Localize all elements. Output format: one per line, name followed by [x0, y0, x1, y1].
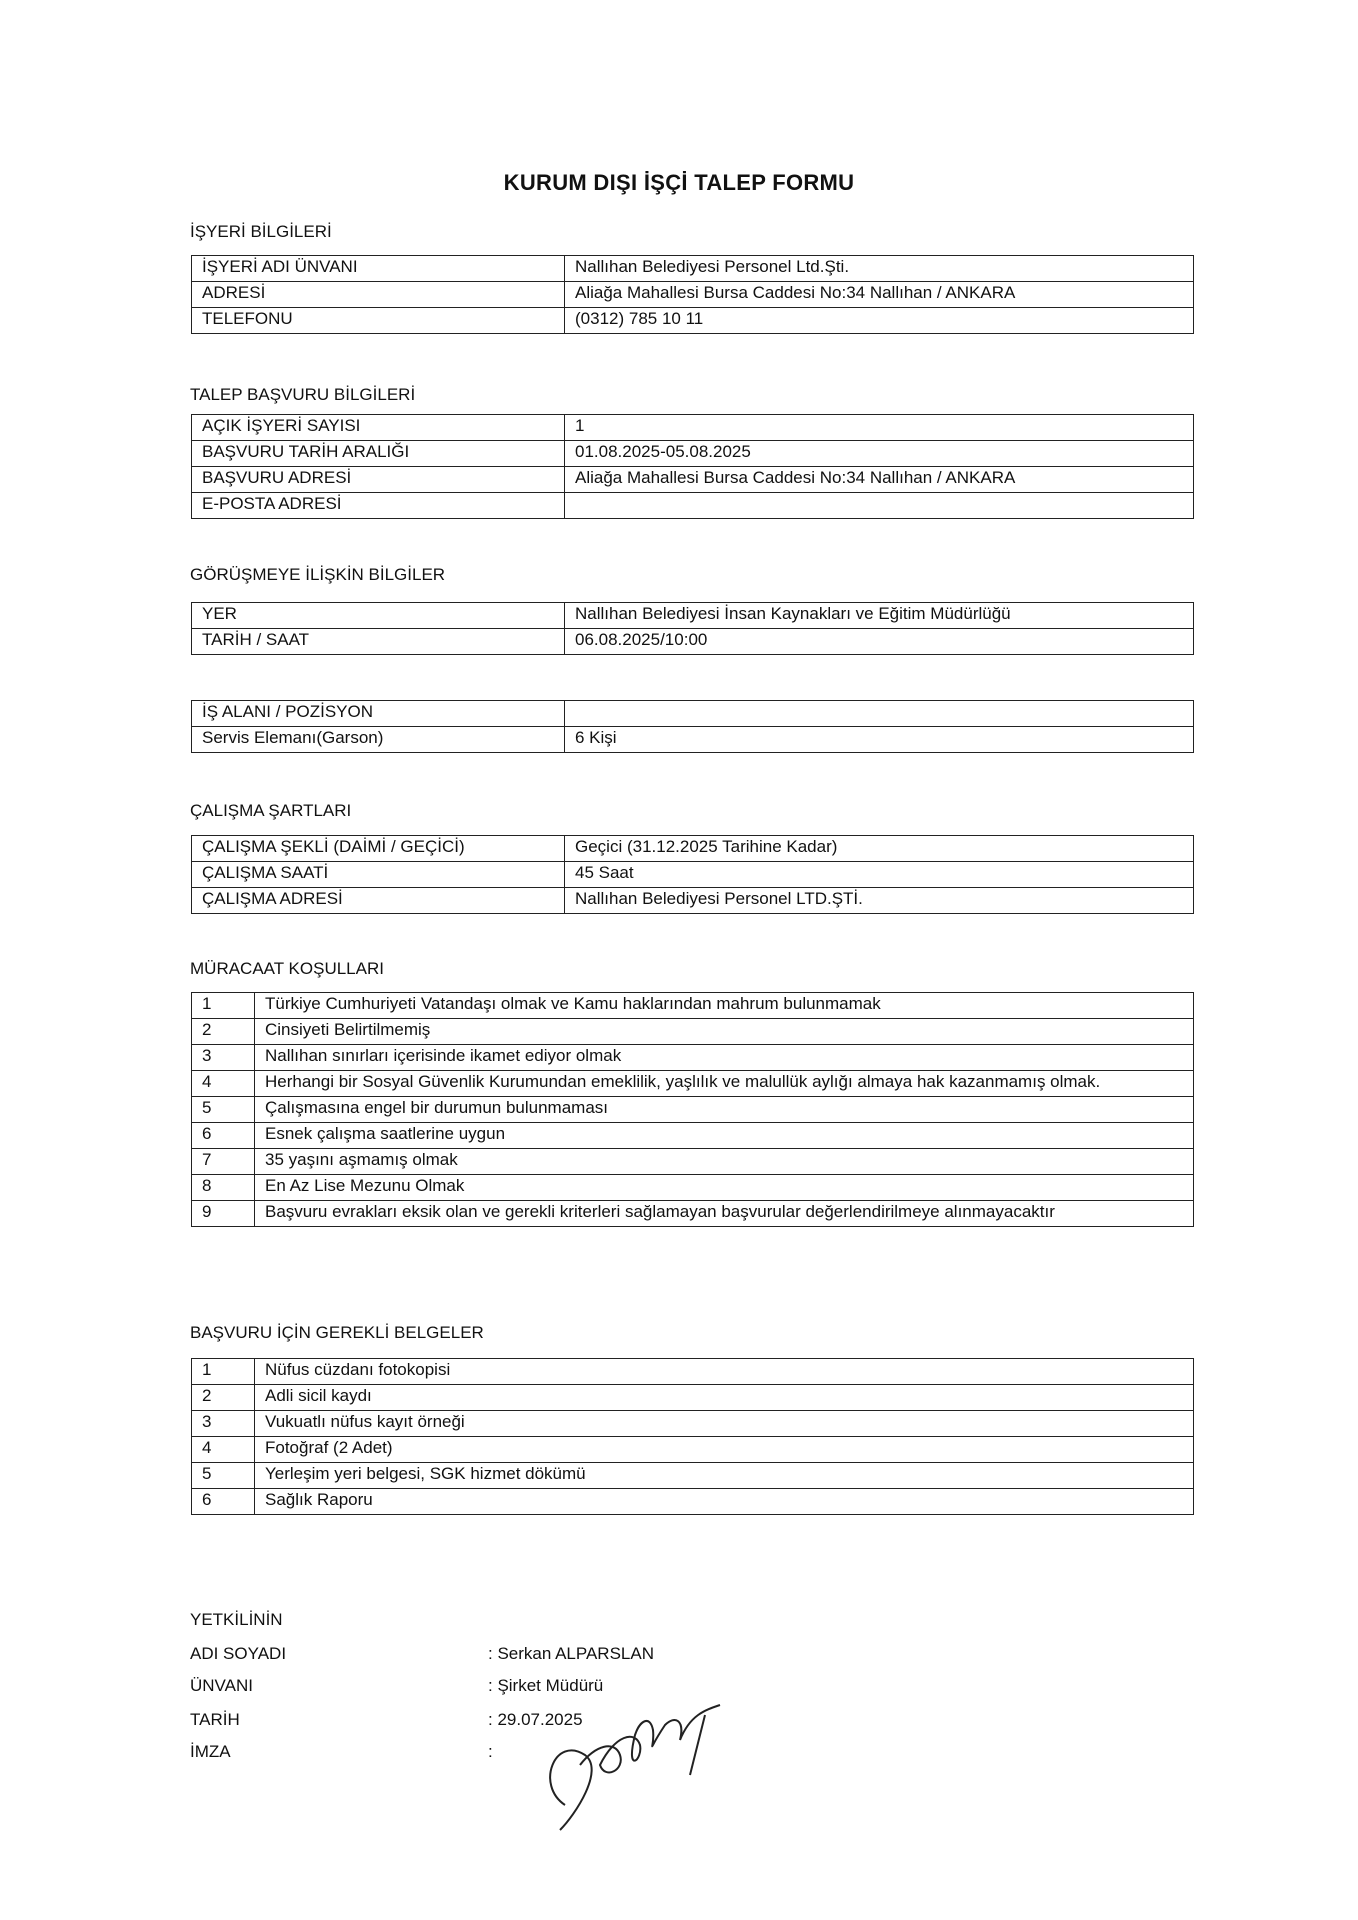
row-label: E-POSTA ADRESİ — [192, 493, 565, 519]
row-label: TELEFONU — [192, 308, 565, 334]
ad-value: : Serkan ALPARSLAN — [488, 1644, 654, 1663]
row-value: Sağlık Raporu — [255, 1489, 1194, 1515]
row-value: 45 Saat — [565, 862, 1194, 888]
row-number: 3 — [192, 1411, 255, 1437]
imza-value: : — [488, 1742, 493, 1761]
row-label: Servis Elemanı(Garson) — [192, 727, 565, 753]
gorusme-table — [191, 602, 1194, 655]
table-row — [192, 1359, 1194, 1385]
row-value: Aliağa Mahallesi Bursa Caddesi No:34 Nallıhan / ANKARA — [565, 467, 1194, 493]
row-label: BAŞVURU ADRESİ — [192, 467, 565, 493]
row-label: ÇALIŞMA ŞEKLİ (DAİMİ / GEÇİCİ) — [192, 836, 565, 862]
table-row — [192, 1437, 1194, 1463]
row-label: İŞYERİ ADI ÜNVANI — [192, 256, 565, 282]
row-value: 6 Kişi — [565, 727, 1194, 753]
page-title: KURUM DIŞI İŞÇİ TALEP FORMU — [503, 170, 855, 195]
row-value: Vukuatlı nüfus kayıt örneği — [255, 1411, 1194, 1437]
table-row — [192, 993, 1194, 1019]
row-value: Aliağa Mahallesi Bursa Caddesi No:34 Nallıhan / ANKARA — [565, 282, 1194, 308]
row-value: Esnek çalışma saatlerine uygun — [255, 1123, 1194, 1149]
table-row — [192, 1149, 1194, 1175]
row-value: Herhangi bir Sosyal Güvenlik Kurumundan emeklilik, yaşlılık ve malullük aylığı almaya hak kazanmamış olmak. — [255, 1071, 1194, 1097]
row-label: AÇIK İŞYERİ SAYISI — [192, 415, 565, 441]
tarih-label: TARİH — [190, 1710, 240, 1729]
row-value: 35 yaşını aşmamış olmak — [255, 1149, 1194, 1175]
row-number: 6 — [192, 1489, 255, 1515]
section-heading-gorusme: GÖRÜŞMEYE İLİŞKİN BİLGİLER — [190, 565, 446, 584]
row-number: 4 — [192, 1071, 255, 1097]
table-row — [192, 862, 1194, 888]
row-number: 9 — [192, 1201, 255, 1227]
row-value: Nüfus cüzdanı fotokopisi — [255, 1359, 1194, 1385]
row-label: ÇALIŞMA ADRESİ — [192, 888, 565, 914]
table-row — [192, 1489, 1194, 1515]
row-label: BAŞVURU TARİH ARALIĞI — [192, 441, 565, 467]
row-label: İŞ ALANI / POZİSYON — [192, 701, 565, 727]
yetkili-heading: YETKİLİNİN — [190, 1610, 283, 1629]
table-row — [192, 1175, 1194, 1201]
table-row — [192, 1019, 1194, 1045]
imza-label: İMZA — [190, 1742, 231, 1761]
table-row — [192, 888, 1194, 914]
pozisyon-table — [191, 700, 1194, 753]
unvan-label: ÜNVANI — [190, 1676, 253, 1695]
calisma-table — [191, 835, 1194, 914]
row-label: YER — [192, 603, 565, 629]
table-row — [192, 603, 1194, 629]
row-label: ÇALIŞMA SAATİ — [192, 862, 565, 888]
table-row — [192, 1097, 1194, 1123]
row-number: 5 — [192, 1463, 255, 1489]
row-number: 7 — [192, 1149, 255, 1175]
table-row — [192, 1463, 1194, 1489]
section-heading-muracaat: MÜRACAAT KOŞULLARI — [190, 959, 384, 978]
table-row — [192, 1385, 1194, 1411]
table-row — [192, 1201, 1194, 1227]
row-label: TARİH / SAAT — [192, 629, 565, 655]
muracaat-table — [191, 992, 1194, 1227]
section-heading-isyeri: İŞYERİ BİLGİLERİ — [190, 222, 332, 241]
table-row — [192, 727, 1194, 753]
row-value: 01.08.2025-05.08.2025 — [565, 441, 1194, 467]
ad-label: ADI SOYADI — [190, 1644, 287, 1663]
unvan-value: : Şirket Müdürü — [488, 1676, 604, 1695]
row-value: Başvuru evrakları eksik olan ve gerekli kriterleri sağlamayan başvurular değerlendirilmeye alınmayacaktır — [255, 1201, 1194, 1227]
row-number: 6 — [192, 1123, 255, 1149]
row-value: (0312) 785 10 11 — [565, 308, 1194, 334]
table-row — [192, 1123, 1194, 1149]
row-value: Yerleşim yeri belgesi, SGK hizmet dökümü — [255, 1463, 1194, 1489]
table-row — [192, 308, 1194, 334]
row-value — [565, 701, 1194, 727]
row-value: Geçici (31.12.2025 Tarihine Kadar) — [565, 836, 1194, 862]
row-value: En Az Lise Mezunu Olmak — [255, 1175, 1194, 1201]
section-heading-calisma: ÇALIŞMA ŞARTLARI — [190, 801, 352, 820]
row-number: 5 — [192, 1097, 255, 1123]
row-number: 4 — [192, 1437, 255, 1463]
row-number: 2 — [192, 1385, 255, 1411]
belgeler-table — [191, 1358, 1194, 1515]
row-value: Nallıhan Belediyesi Personel Ltd.Şti. — [565, 256, 1194, 282]
signature — [525, 1695, 735, 1835]
table-row — [192, 441, 1194, 467]
table-row — [192, 1411, 1194, 1437]
isyeri-table — [191, 255, 1194, 334]
row-number: 8 — [192, 1175, 255, 1201]
table-row — [192, 1045, 1194, 1071]
row-value: Nallıhan sınırları içerisinde ikamet ediyor olmak — [255, 1045, 1194, 1071]
section-heading-belgeler: BAŞVURU İÇİN GEREKLİ BELGELER — [190, 1323, 484, 1342]
row-value — [565, 493, 1194, 519]
row-value: Nallıhan Belediyesi Personel LTD.ŞTİ. — [565, 888, 1194, 914]
table-row — [192, 629, 1194, 655]
table-row — [192, 701, 1194, 727]
row-number: 3 — [192, 1045, 255, 1071]
row-value: 1 — [565, 415, 1194, 441]
row-value: Cinsiyeti Belirtilmemiş — [255, 1019, 1194, 1045]
table-row — [192, 415, 1194, 441]
row-value: Türkiye Cumhuriyeti Vatandaşı olmak ve Kamu haklarından mahrum bulunmamak — [255, 993, 1194, 1019]
row-value: Çalışmasına engel bir durumun bulunmaması — [255, 1097, 1194, 1123]
row-value: 06.08.2025/10:00 — [565, 629, 1194, 655]
row-value: Fotoğraf (2 Adet) — [255, 1437, 1194, 1463]
tarih-value: : 29.07.2025 — [488, 1710, 583, 1729]
row-label: ADRESİ — [192, 282, 565, 308]
table-row — [192, 836, 1194, 862]
row-value: Nallıhan Belediyesi İnsan Kaynakları ve Eğitim Müdürlüğü — [565, 603, 1194, 629]
section-heading-talep: TALEP BAŞVURU BİLGİLERİ — [190, 385, 416, 404]
table-row — [192, 467, 1194, 493]
row-number: 1 — [192, 993, 255, 1019]
table-row — [192, 282, 1194, 308]
table-row — [192, 1071, 1194, 1097]
row-number: 2 — [192, 1019, 255, 1045]
talep-table — [191, 414, 1194, 519]
table-row — [192, 493, 1194, 519]
row-value: Adli sicil kaydı — [255, 1385, 1194, 1411]
table-row — [192, 256, 1194, 282]
row-number: 1 — [192, 1359, 255, 1385]
